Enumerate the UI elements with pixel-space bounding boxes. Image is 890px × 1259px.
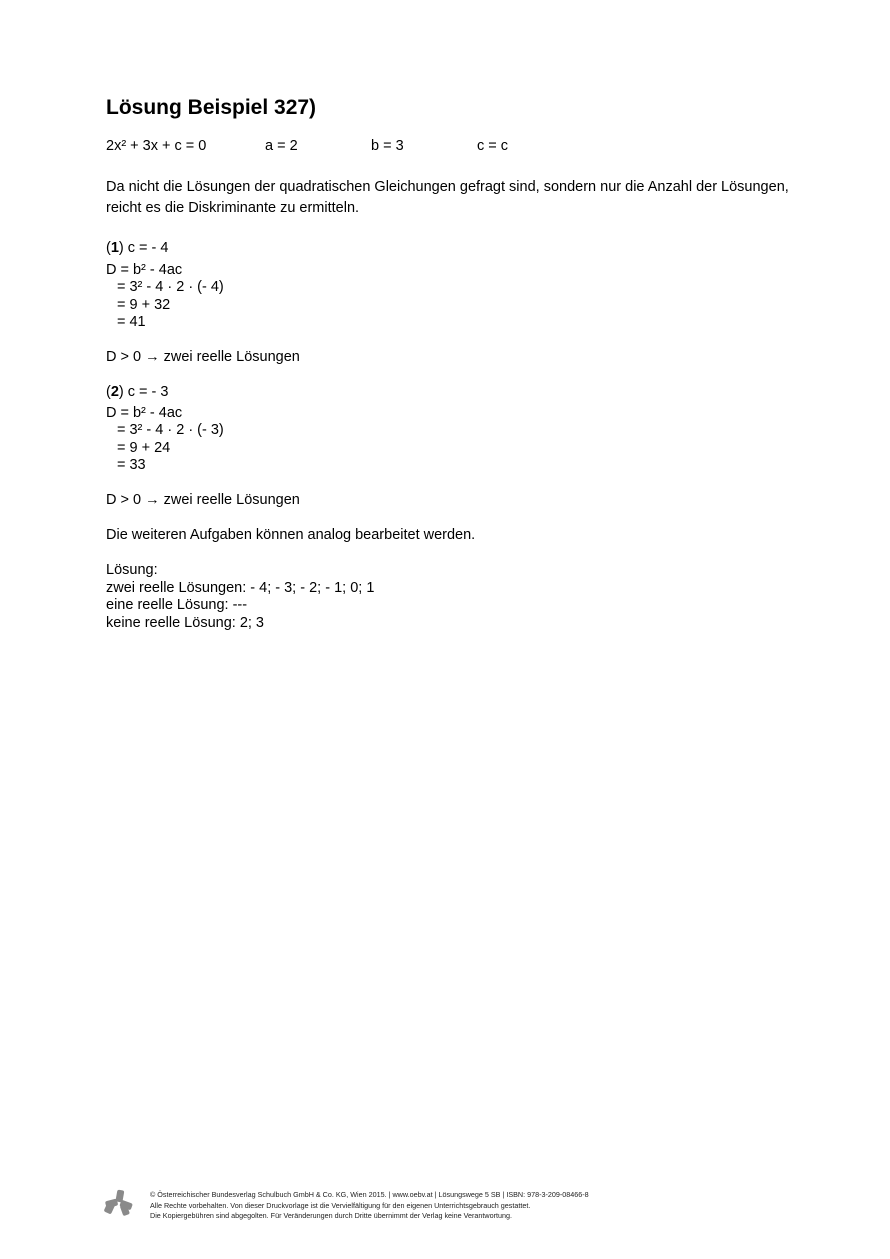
calc-result: = 33 [117, 457, 146, 473]
calc-step: = 3² - 4 · 2 · (- 3) [117, 422, 224, 438]
solution-heading: Lösung: [106, 562, 158, 578]
case-1-conclusion: D > 0 → zwei reelle Lösungen [106, 349, 300, 365]
case-number: 1 [110, 240, 119, 256]
analog-note: Die weiteren Aufgaben können analog bearbeitet werden. [106, 527, 476, 543]
intro-paragraph: Da nicht die Lösungen der quadratischen Gleichungen gefragt sind, sondern nur die Anzahl der Lösungen, reicht es die Diskriminante zu ermitteln. [106, 179, 789, 216]
calc-step: = 3² - 4 · 2 · (- 4) [117, 279, 224, 295]
publisher-logo-icon [104, 1189, 134, 1219]
footer-rights: Alle Rechte vorbehalten. Von dieser Druckvorlage ist die Vervielfältigung für den eigenen Unterrichtsgebrauch gestattet. [150, 1200, 531, 1210]
case-value: ) c = - 3 [118, 384, 169, 400]
case-number: 2 [110, 384, 119, 400]
case-2-conclusion: D > 0 → zwei reelle Lösungen [106, 492, 300, 508]
page-title: Lösung Beispiel 327) [106, 96, 317, 119]
footer [150, 1190, 589, 1222]
coefficient-b: b = 3 [371, 138, 404, 154]
footer-copyright: © Österreichischer Bundesverlag Schulbuch GmbH & Co. KG, Wien 2015. | www.oebv.at | Lösungswege 5 SB | ISBN: 978-3-209-08466-8 [150, 1190, 589, 1199]
calc-step: = 9 + 32 [117, 297, 171, 313]
discriminant-formula: D = b² - 4ac [106, 262, 183, 278]
calc-step: = 9 + 24 [117, 440, 171, 456]
calc-result: = 41 [117, 314, 146, 330]
solution-no-real: keine reelle Lösung: 2; 3 [106, 615, 264, 631]
case-value: ) c = - 4 [118, 240, 169, 256]
coefficient-a: a = 2 [265, 138, 298, 154]
solution-two-real: zwei reelle Lösungen: - 4; - 3; - 2; - 1; 0; 1 [106, 580, 375, 596]
case-2-heading: (2) c = - 3 [106, 384, 169, 400]
solution-one-real: eine reelle Lösung: --- [106, 597, 248, 613]
coefficient-c: c = c [477, 138, 509, 154]
discriminant-formula: D = b² - 4ac [106, 405, 183, 421]
footer-disclaimer: Die Kopiergebühren sind abgegolten. Für Veränderungen durch Dritte übernimmt der Verlag keine Verantwortung. [150, 1211, 512, 1220]
case-1-heading: (1) c = - 4 [106, 240, 169, 256]
equation: 2x² + 3x + c = 0 [106, 138, 207, 154]
